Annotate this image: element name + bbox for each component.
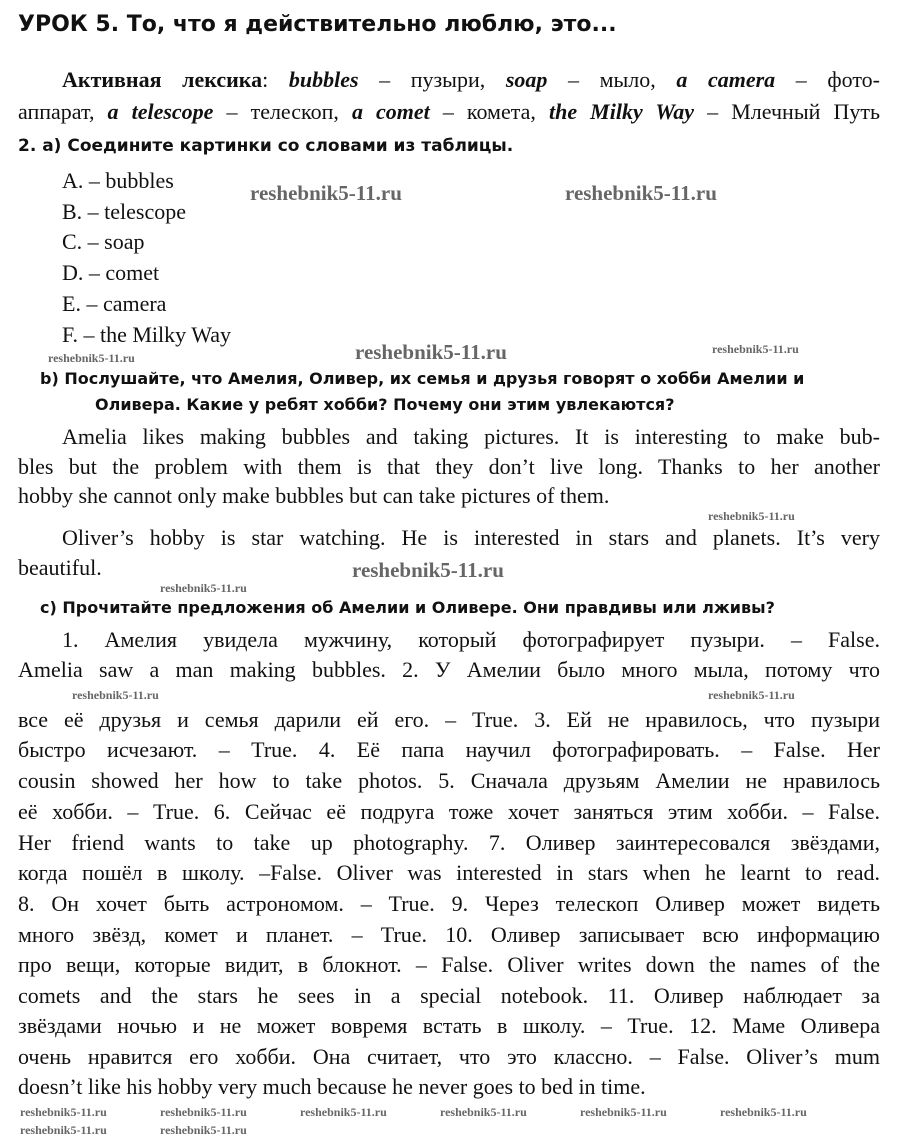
watermark: reshebnik5-11.ru <box>160 1123 247 1137</box>
task-a-header: 2. а) Соедините картинки со словами из таблицы. <box>18 136 514 156</box>
watermark: reshebnik5-11.ru <box>720 1105 807 1119</box>
paragraph-line: Amelia likes making bubbles and taking pictures. It is interesting to make bub- <box>62 424 880 449</box>
paragraph-line: Oliver’s hobby is star watching. He is interested in stars and planets. It’s very <box>62 525 880 550</box>
vocab-line-1: Активная лексика: bubbles – пузыри, soap – мыло, a camera – фото- <box>62 67 880 92</box>
paragraph-line: hobby she cannot only make bubbles but can take pictures of them. <box>18 483 610 508</box>
answer-line: comets and the stars he sees in a special notebook. 11. Оливер наблюдает за <box>18 983 880 1008</box>
watermark: reshebnik5-11.ru <box>72 688 159 702</box>
list-item: E. – camera <box>62 291 167 316</box>
vocab-line-2: аппарат, a telescope – телескоп, a comet – комета, the Milky Way – Млечный Путь <box>18 99 880 124</box>
answer-line: doesn’t like his hobby very much because he never goes to bed in time. <box>18 1074 646 1099</box>
watermark: reshebnik5-11.ru <box>20 1123 107 1137</box>
answer-line: 8. Он хочет быть астрономом. – True. 9. Через телескоп Оливер может видеть <box>18 891 880 916</box>
answer-line: Amelia saw a man making bubbles. 2. У Амелии было много мыла, потому что <box>18 657 880 682</box>
watermark: reshebnik5-11.ru <box>580 1105 667 1119</box>
answer-line: быстро исчезают. – True. 4. Её папа научил фотографировать. – False. Her <box>18 737 880 762</box>
answer-line: Her friend wants to take up photography. 7. Оливер заинтересовался звёздами, <box>18 830 880 855</box>
watermark: reshebnik5-11.ru <box>440 1105 527 1119</box>
watermark: reshebnik5-11.ru <box>565 181 717 205</box>
watermark: reshebnik5-11.ru <box>708 688 795 702</box>
answer-line: очень нравится его хобби. Она считает, что это классно. – False. Oliver’s mum <box>18 1044 880 1069</box>
watermark: reshebnik5-11.ru <box>708 509 795 523</box>
watermark: reshebnik5-11.ru <box>20 1105 107 1119</box>
answer-line: её хобби. – True. 6. Сейчас её подруга тоже хочет заняться этим хобби. – False. <box>18 799 880 824</box>
list-item: B. – telescope <box>62 199 187 224</box>
answer-line: звёздами ночью и не может вовремя встать в школу. – True. 12. Маме Оливера <box>18 1013 880 1038</box>
answer-line: все её друзья и семья дарили ей его. – True. 3. Ей не нравилось, что пузыри <box>18 707 880 732</box>
vocab-label: Активная лексика <box>62 67 263 92</box>
lesson-title: УРОК 5. То, что я действительно люблю, это... <box>18 12 617 37</box>
list-item: A. – bubbles <box>62 168 174 193</box>
watermark: reshebnik5-11.ru <box>160 1105 247 1119</box>
answer-line: когда пошёл в школу. –False. Oliver was interested in stars when he learnt to read. <box>18 860 880 885</box>
task-b-header: b) Послушайте, что Амелия, Оливер, их семья и друзья говорят о хобби Амелии и <box>40 369 805 388</box>
task-b-header-cont: Оливера. Какие у ребят хобби? Почему они этим увлекаются? <box>95 395 675 414</box>
answer-line: cousin showed her how to take photos. 5. Сначала друзьям Амелии не нравилось <box>18 768 880 793</box>
paragraph-line: beautiful. <box>18 555 102 580</box>
task-c-header: c) Прочитайте предложения об Амелии и Оливере. Они правдивы или лживы? <box>40 598 775 617</box>
list-item: D. – comet <box>62 260 160 285</box>
watermark: reshebnik5-11.ru <box>352 558 504 582</box>
answer-line: про вещи, которые видит, в блокнот. – False. Oliver writes down the names of the <box>18 952 880 977</box>
watermark: reshebnik5-11.ru <box>160 581 247 595</box>
watermark: reshebnik5-11.ru <box>48 351 135 365</box>
answer-line: 1. Амелия увидела мужчину, который фотографирует пузыри. – False. <box>62 627 880 652</box>
list-item: F. – the Milky Way <box>62 322 232 347</box>
watermark: reshebnik5-11.ru <box>250 181 402 205</box>
watermark: reshebnik5-11.ru <box>300 1105 387 1119</box>
answer-line: много звёзд, комет и планет. – True. 10. Оливер записывает всю информацию <box>18 922 880 947</box>
watermark: reshebnik5-11.ru <box>355 340 507 364</box>
list-item: C. – soap <box>62 229 145 254</box>
watermark: reshebnik5-11.ru <box>712 342 799 356</box>
paragraph-line: bles but the problem with them is that they don’t live long. Thanks to her another <box>18 454 880 479</box>
